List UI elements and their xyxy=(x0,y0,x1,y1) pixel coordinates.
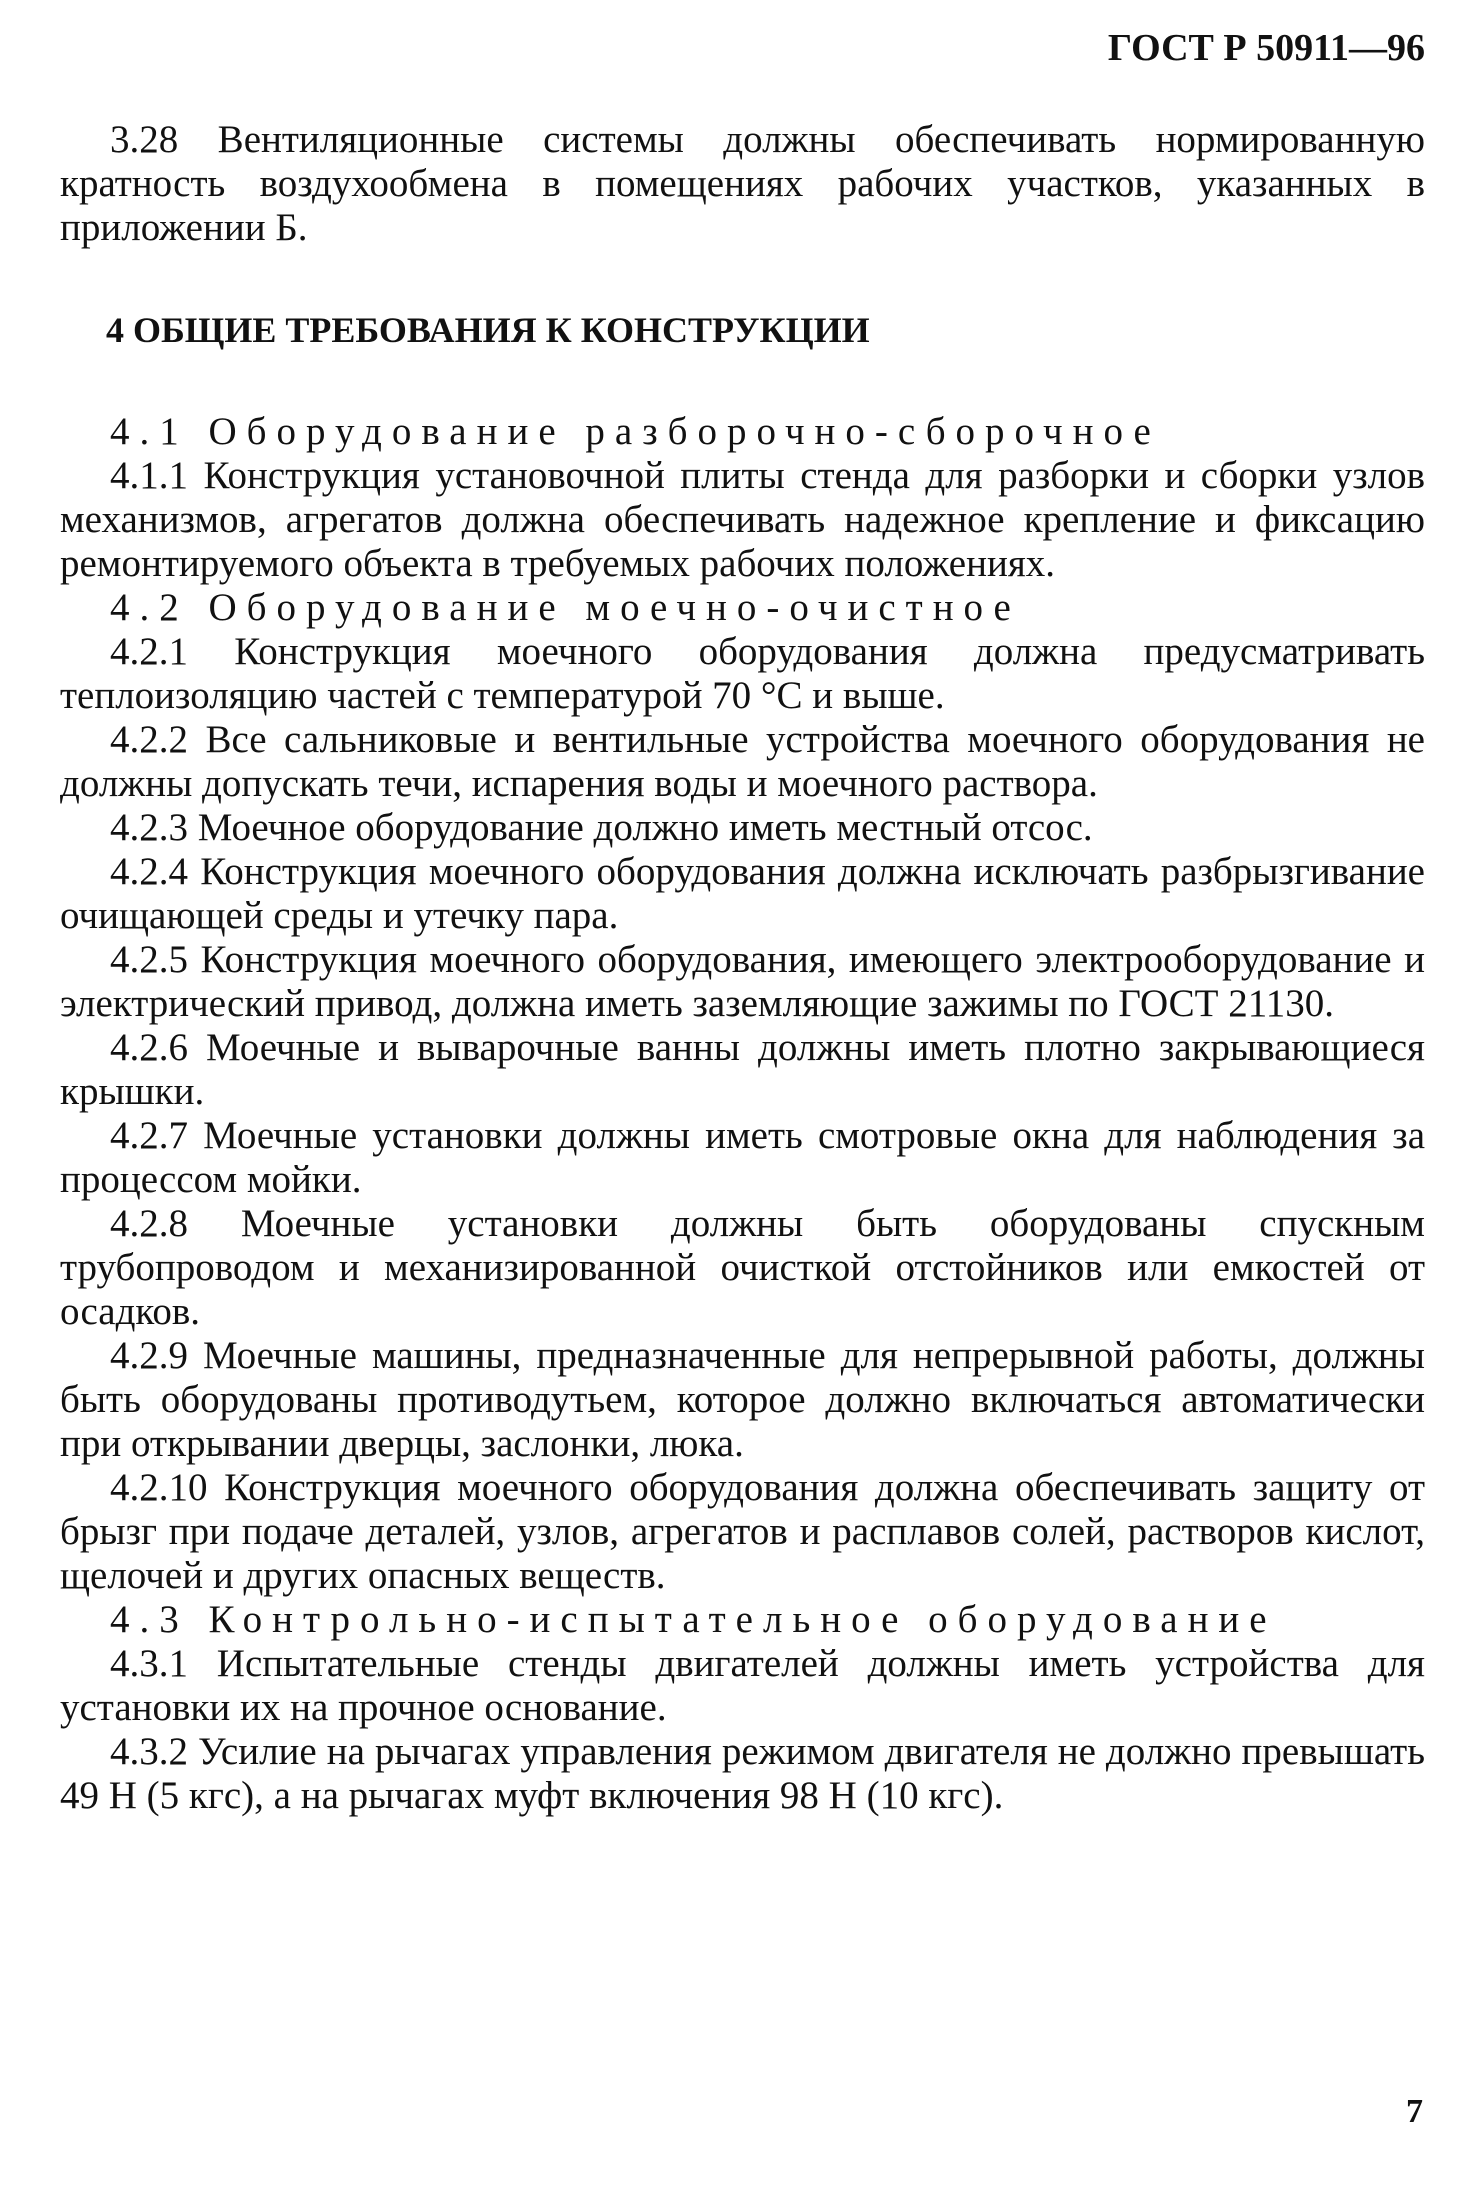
document-code-header: ГОСТ Р 50911—96 xyxy=(1107,27,1425,69)
subsection-heading-4-2: 4.2 Оборудование моечно-очистное xyxy=(110,586,1021,629)
subsection-heading-4-1: 4.1 Оборудование разборочно-сборочное xyxy=(110,410,1161,453)
paragraph-4-2-10: 4.2.10 Конструкция моечного оборудования должна обеспечивать защиту от брызг при подаче деталей, узлов, агрегатов и расплавов солей, растворов кислот, щелочей и других опасных веществ. xyxy=(60,1466,1425,1597)
paragraph-4-2-9: 4.2.9 Моечные машины, предназначенные для непрерывной работы, должны быть оборудованы противодутьем, которое должно включаться автоматически при открывании дверцы, заслонки, люка. xyxy=(60,1334,1425,1465)
paragraph-4-1-1: 4.1.1 Конструкция установочной плиты стенда для разборки и сборки узлов механизмов, агрегатов должна обеспечивать надежное крепление и фиксацию ремонтируемого объекта в требуемых рабочих положениях. xyxy=(60,454,1425,585)
paragraph-4-3-2: 4.3.2 Усилие на рычагах управления режимом двигателя не должно превышать 49 Н (5 кгс), а на рычагах муфт включения 98 Н (10 кгс). xyxy=(60,1730,1425,1817)
paragraph-4-2-8: 4.2.8 Моечные установки должны быть оборудованы спускным трубопроводом и механизированной очисткой отстойников или емкостей от осадков. xyxy=(60,1202,1425,1333)
subsection-heading-4-3: 4.3 Контрольно-испытательное оборудование xyxy=(110,1598,1277,1641)
paragraph-4-2-2: 4.2.2 Все сальниковые и вентильные устройства моечного оборудования не должны допускать течи, испарения воды и моечного раствора. xyxy=(60,718,1425,805)
paragraph-4-2-1: 4.2.1 Конструкция моечного оборудования должна предусматривать теплоизоляцию частей с температурой 70 °С и выше. xyxy=(60,630,1425,717)
paragraph-4-2-4: 4.2.4 Конструкция моечного оборудования должна исключать разбрызгивание очищающей среды и утечку пара. xyxy=(60,850,1425,937)
paragraph-4-2-6: 4.2.6 Моечные и выварочные ванны должны иметь плотно закрывающиеся крышки. xyxy=(60,1026,1425,1113)
paragraph-4-2-7: 4.2.7 Моечные установки должны иметь смотровые окна для наблюдения за процессом мойки. xyxy=(60,1114,1425,1201)
section-heading-4: 4 ОБЩИЕ ТРЕБОВАНИЯ К КОНСТРУКЦИИ xyxy=(106,310,870,350)
page-number: 7 xyxy=(1406,2093,1423,2130)
paragraph-4-2-5: 4.2.5 Конструкция моечного оборудования, имеющего электрооборудование и электрический привод, должна иметь заземляющие зажимы по ГОСТ 21130. xyxy=(60,938,1425,1025)
paragraph-4-2-3: 4.2.3 Моечное оборудование должно иметь местный отсос. xyxy=(110,806,1093,849)
paragraph-3-28: 3.28 Вентиляционные системы должны обеспечивать нормированную кратность воздухообмена в помещениях рабочих участков, указанных в приложении Б. xyxy=(60,118,1425,249)
paragraph-4-3-1: 4.3.1 Испытательные стенды двигателей должны иметь устройства для установки их на прочное основание. xyxy=(60,1642,1425,1729)
document-body xyxy=(60,118,1425,1818)
